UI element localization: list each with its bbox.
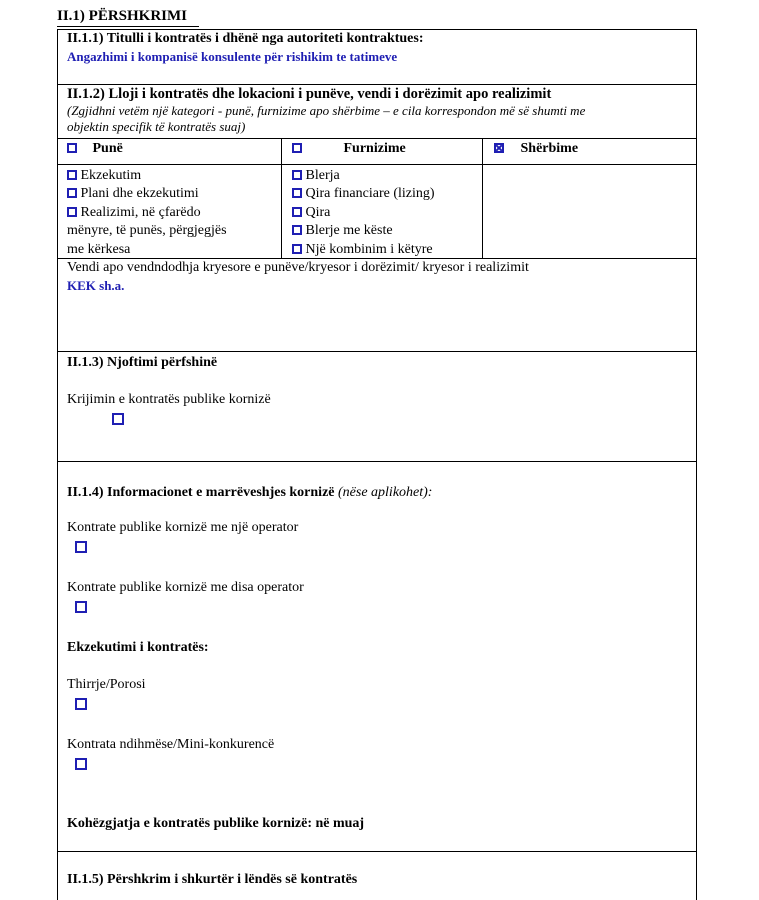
- s112-heading: II.1.2) Lloji i kontratës dhe lokacioni i punëve, vendi i dorëzimit apo realizimit: [67, 86, 552, 102]
- table-right-border: [696, 29, 697, 900]
- divider: [57, 29, 697, 30]
- location-label: Vendi apo vendndodhja kryesore e punëve/kryesor i dorëzimit/ kryesor i realizimit: [67, 260, 529, 275]
- s114-heading-note: (nëse aplikohet):: [338, 485, 433, 500]
- option-blerja[interactable]: Blerja: [292, 167, 435, 185]
- s114-heading: II.1.4) Informacionet e marrëveshjes kornizë: [67, 485, 335, 500]
- divider: [57, 138, 697, 139]
- checkbox[interactable]: [67, 188, 77, 198]
- category-sherbime[interactable]: [494, 141, 578, 157]
- category-pune-label: Punë: [92, 141, 123, 156]
- option-realizimi[interactable]: Realizimi, në çfarëdo: [67, 204, 227, 222]
- table-left-border: [57, 29, 58, 900]
- checkbox-call[interactable]: [75, 698, 87, 710]
- s114-one-operator-label: Kontrate publike kornizë me një operator: [67, 520, 299, 535]
- option-kombinim[interactable]: Një kombinim i këtyre: [292, 241, 435, 259]
- checkbox[interactable]: [292, 207, 302, 217]
- s114-execution-heading: Ekzekutimi i kontratës:: [67, 640, 209, 655]
- checkbox-framework-contract[interactable]: [112, 413, 124, 425]
- divider: [57, 851, 697, 852]
- divider: [57, 351, 697, 352]
- checkbox[interactable]: [67, 170, 77, 180]
- location-value: KEK sh.a.: [67, 278, 125, 293]
- checkbox[interactable]: [292, 188, 302, 198]
- divider: [57, 84, 697, 85]
- s114-multi-operator-label: Kontrate publike kornizë me disa operator: [67, 580, 304, 595]
- option-plani[interactable]: Plani dhe ekzekutimi: [67, 185, 227, 203]
- checkbox[interactable]: [292, 225, 302, 235]
- option-realizimi-cont: mënyre, të punës, përgjegjës: [67, 223, 227, 239]
- option-qira[interactable]: Qira: [292, 204, 435, 222]
- category-pune[interactable]: [67, 141, 123, 157]
- s115-heading: II.1.5) Përshkrim i shkurtër i lëndës së kontratës: [67, 872, 358, 887]
- option-ekzekutim[interactable]: Ekzekutim: [67, 167, 227, 185]
- checkbox-multi-operator[interactable]: [75, 601, 87, 613]
- s112-note-line2: objektin specifik të kontratës suaj): [67, 119, 246, 134]
- s112-note-line1: (Zgjidhni vetëm një kategori - punë, furnizime apo shërbime – e cila korrespondon më së shumti me: [67, 103, 586, 118]
- s111-title-value: Angazhimi i kompanisë konsulente për rishikim te tatimeve: [67, 49, 398, 64]
- checkbox-mini[interactable]: [75, 758, 87, 770]
- checkbox-one-operator[interactable]: [75, 541, 87, 553]
- s114-heading-line: [67, 485, 432, 501]
- checkbox-pune[interactable]: [67, 143, 77, 153]
- checkbox[interactable]: [292, 244, 302, 254]
- category-sherbime-label: Shërbime: [520, 141, 579, 156]
- option-qira-financiare[interactable]: Qira financiare (lizing): [292, 185, 435, 203]
- divider: [57, 164, 697, 165]
- s111-heading: II.1.1) Titulli i kontratës i dhënë nga autoriteti kontraktues:: [67, 31, 424, 46]
- s114-call-label: Thirrje/Porosi: [67, 677, 146, 692]
- option-realizimi-cont2: me kërkesa: [67, 241, 131, 257]
- section-title-underline: [57, 26, 199, 27]
- divider: [57, 461, 697, 462]
- furnizime-options: [292, 167, 435, 259]
- option-blerje-me-keste[interactable]: Blerje me këste: [292, 222, 435, 240]
- s114-mini-label: Kontrata ndihmëse/Mini-konkurencë: [67, 737, 275, 752]
- category-furnizime[interactable]: [292, 141, 406, 157]
- column-divider: [281, 138, 282, 258]
- s113-heading: II.1.3) Njoftimi përfshinë: [67, 355, 218, 370]
- checkbox-furnizime[interactable]: [292, 143, 302, 153]
- pune-options: [67, 167, 227, 259]
- checkbox-sherbime-checked[interactable]: [494, 143, 504, 153]
- s114-duration: Kohëzgjatja e kontratës publike kornizë: në muaj: [67, 816, 365, 831]
- section-title: II.1) PËRSHKRIMI: [57, 8, 188, 24]
- s113-option-label: Krijimin e kontratës publike kornizë: [67, 392, 271, 407]
- category-furnizime-label: Furnizime: [343, 141, 406, 156]
- checkbox[interactable]: [67, 207, 77, 217]
- column-divider: [482, 138, 483, 258]
- checkbox[interactable]: [292, 170, 302, 180]
